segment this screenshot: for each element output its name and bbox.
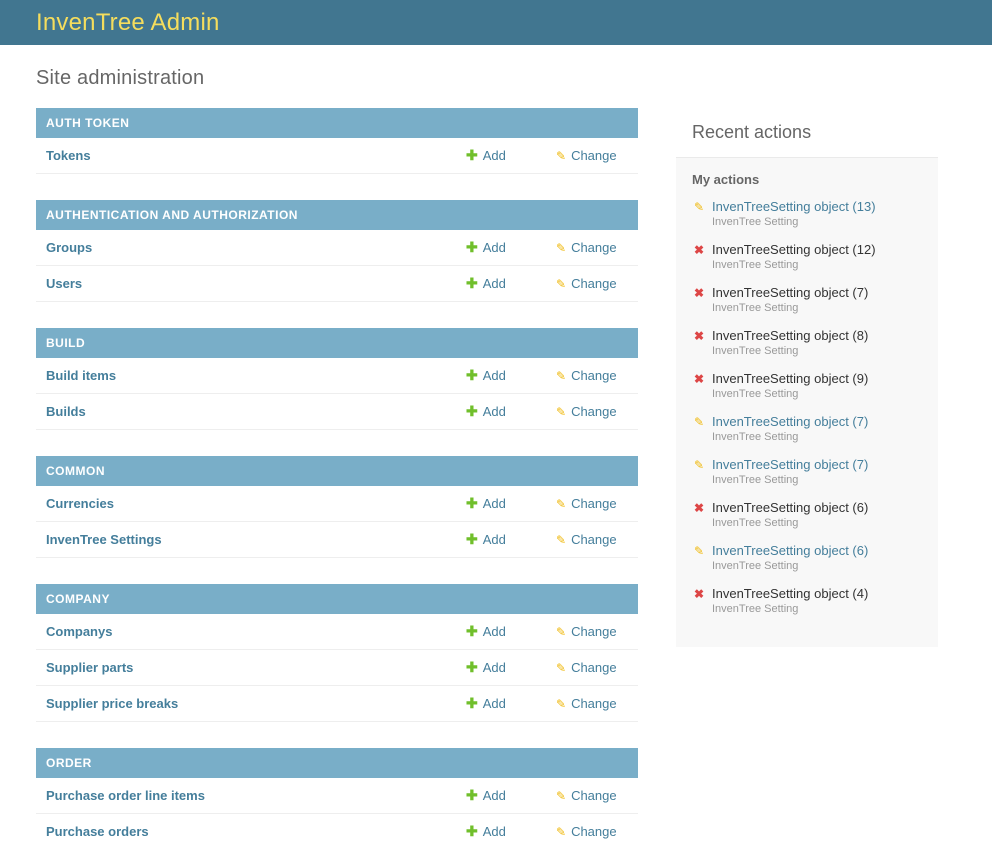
app-table	[36, 108, 638, 174]
change-label: Change	[571, 368, 617, 383]
add-label: Add	[482, 148, 506, 163]
cross-icon: ✖	[693, 286, 705, 300]
cross-icon: ✖	[693, 587, 705, 601]
app-caption[interactable]: AUTH TOKEN	[36, 108, 638, 138]
plus-icon: ✚	[466, 787, 478, 803]
app-caption[interactable]: COMMON	[36, 456, 638, 486]
add-cell	[456, 522, 546, 558]
recent-actions-sidebar	[676, 108, 938, 647]
change-cell	[546, 650, 638, 686]
recent-actions-body	[676, 158, 938, 647]
app-module	[36, 584, 638, 722]
app-caption[interactable]: AUTHENTICATION AND AUTHORIZATION	[36, 200, 638, 230]
add-cell	[456, 778, 546, 814]
change-link[interactable]	[556, 240, 617, 255]
add-cell	[456, 394, 546, 430]
action-model: InvenTree Setting	[712, 603, 799, 616]
change-label: Change	[571, 240, 617, 255]
pencil-icon: ✎	[693, 415, 705, 429]
change-link[interactable]	[556, 276, 617, 291]
app-table	[36, 200, 638, 302]
model-row	[36, 230, 638, 266]
action-model: InvenTree Setting	[712, 345, 799, 358]
plus-icon: ✚	[466, 623, 478, 639]
action-label: InvenTreeSetting object (9)	[712, 371, 869, 386]
action-label: InvenTreeSetting object (6)	[712, 500, 869, 515]
action-row	[692, 414, 922, 430]
action-item	[692, 543, 922, 574]
add-label: Add	[482, 824, 506, 839]
change-cell	[546, 814, 638, 845]
my-actions-title: My actions	[692, 172, 760, 187]
model-row	[36, 686, 638, 722]
app-module	[36, 328, 638, 430]
app-list	[36, 108, 638, 845]
pencil-icon: ✎	[556, 789, 567, 803]
pencil-icon: ✎	[556, 625, 567, 639]
add-cell	[456, 138, 546, 174]
change-label: Change	[571, 276, 617, 291]
pencil-icon: ✎	[556, 149, 567, 163]
add-link[interactable]	[466, 788, 506, 803]
change-cell	[546, 138, 638, 174]
model-name-cell	[36, 486, 456, 522]
add-cell	[456, 230, 546, 266]
recent-actions-title: Recent actions	[676, 108, 938, 158]
change-label: Change	[571, 496, 617, 511]
model-link[interactable]: Users	[46, 276, 83, 291]
change-cell	[546, 230, 638, 266]
action-model: InvenTree Setting	[712, 216, 799, 229]
recent-actions-module	[676, 108, 938, 647]
pencil-icon: ✎	[556, 825, 567, 839]
pencil-icon: ✎	[556, 533, 567, 547]
action-row	[692, 199, 922, 215]
action-model: InvenTree Setting	[712, 517, 799, 530]
model-name-cell	[36, 522, 456, 558]
action-list	[692, 199, 922, 617]
change-cell	[546, 778, 638, 814]
model-name-cell	[36, 358, 456, 394]
cross-icon: ✖	[693, 372, 705, 386]
plus-icon: ✚	[466, 823, 478, 839]
model-link[interactable]: Purchase orders	[46, 824, 149, 839]
model-link[interactable]: InvenTree Settings	[46, 532, 162, 547]
add-link[interactable]	[466, 148, 506, 163]
change-link[interactable]	[556, 148, 617, 163]
site-branding-title[interactable]: InvenTree Admin	[36, 8, 220, 36]
change-label: Change	[571, 696, 617, 711]
action-label: InvenTreeSetting object (4)	[712, 586, 869, 601]
plus-icon: ✚	[466, 695, 478, 711]
add-label: Add	[482, 496, 506, 511]
change-cell	[546, 686, 638, 722]
plus-icon: ✚	[466, 495, 478, 511]
app-caption[interactable]: COMPANY	[36, 584, 638, 614]
action-row	[692, 543, 922, 559]
add-label: Add	[482, 240, 506, 255]
plus-icon: ✚	[466, 239, 478, 255]
model-row	[36, 614, 638, 650]
action-label: InvenTreeSetting object (7)	[712, 285, 869, 300]
model-row	[36, 394, 638, 430]
add-label: Add	[482, 532, 506, 547]
change-cell	[546, 614, 638, 650]
add-link[interactable]	[466, 240, 506, 255]
action-row	[692, 371, 922, 387]
model-link[interactable]: Build items	[46, 368, 117, 383]
model-name-cell	[36, 814, 456, 845]
app-table	[36, 584, 638, 722]
page-title: Site administration	[36, 67, 205, 89]
cross-icon: ✖	[693, 329, 705, 343]
add-link[interactable]	[466, 368, 506, 383]
add-link[interactable]	[466, 404, 506, 419]
action-model: InvenTree Setting	[712, 259, 799, 272]
plus-icon: ✚	[466, 275, 478, 291]
plus-icon: ✚	[466, 659, 478, 675]
action-item	[692, 199, 922, 230]
action-row	[692, 242, 922, 258]
pencil-icon: ✎	[556, 661, 567, 675]
model-row	[36, 814, 638, 845]
app-module	[36, 200, 638, 302]
model-name-cell	[36, 650, 456, 686]
change-label: Change	[571, 404, 617, 419]
add-cell	[456, 814, 546, 845]
change-cell	[546, 522, 638, 558]
model-name-cell	[36, 614, 456, 650]
app-module	[36, 108, 638, 174]
add-cell	[456, 650, 546, 686]
change-link[interactable]	[556, 496, 617, 511]
add-link[interactable]	[466, 824, 506, 839]
action-label[interactable]: InvenTreeSetting object (7)	[712, 457, 869, 472]
add-label: Add	[482, 788, 506, 803]
add-label: Add	[482, 404, 506, 419]
add-link[interactable]	[466, 532, 506, 547]
model-link[interactable]: Purchase order line items	[46, 788, 205, 803]
model-row	[36, 358, 638, 394]
model-name-cell	[36, 230, 456, 266]
model-row	[36, 522, 638, 558]
action-item	[692, 371, 922, 402]
app-module	[36, 748, 638, 845]
add-label: Add	[482, 276, 506, 291]
app-table	[36, 328, 638, 430]
model-link[interactable]: Builds	[46, 404, 86, 419]
action-item	[692, 586, 922, 617]
app-caption[interactable]: ORDER	[36, 748, 638, 778]
action-item	[692, 328, 922, 359]
app-module	[36, 456, 638, 558]
plus-icon: ✚	[466, 403, 478, 419]
app-table	[36, 748, 638, 845]
add-cell	[456, 614, 546, 650]
action-item	[692, 285, 922, 316]
action-model: InvenTree Setting	[712, 431, 799, 444]
model-name-cell	[36, 266, 456, 302]
action-row	[692, 328, 922, 344]
change-link[interactable]	[556, 824, 617, 839]
pencil-icon: ✎	[556, 697, 567, 711]
app-caption[interactable]: BUILD	[36, 328, 638, 358]
change-label: Change	[571, 148, 617, 163]
action-item	[692, 414, 922, 445]
change-label: Change	[571, 532, 617, 547]
action-row	[692, 285, 922, 301]
add-label: Add	[482, 660, 506, 675]
pencil-icon: ✎	[693, 200, 705, 214]
change-link[interactable]	[556, 532, 617, 547]
pencil-icon: ✎	[556, 405, 567, 419]
action-model: InvenTree Setting	[712, 474, 799, 487]
action-row	[692, 500, 922, 516]
change-label: Change	[571, 624, 617, 639]
change-label: Change	[571, 824, 617, 839]
model-row	[36, 266, 638, 302]
change-link[interactable]	[556, 404, 617, 419]
plus-icon: ✚	[466, 531, 478, 547]
model-row	[36, 778, 638, 814]
add-cell	[456, 358, 546, 394]
model-link[interactable]: Supplier price breaks	[46, 696, 179, 711]
action-row	[692, 457, 922, 473]
pencil-icon: ✎	[556, 241, 567, 255]
pencil-icon: ✎	[556, 277, 567, 291]
add-label: Add	[482, 624, 506, 639]
action-item	[692, 457, 922, 488]
action-label[interactable]: InvenTreeSetting object (13)	[712, 199, 876, 214]
app-table	[36, 456, 638, 558]
add-cell	[456, 266, 546, 302]
model-link[interactable]: Groups	[46, 240, 93, 255]
plus-icon: ✚	[466, 367, 478, 383]
change-link[interactable]	[556, 696, 617, 711]
model-row	[36, 486, 638, 522]
change-label: Change	[571, 660, 617, 675]
model-row	[36, 650, 638, 686]
change-cell	[546, 394, 638, 430]
model-name-cell	[36, 138, 456, 174]
pencil-icon: ✎	[556, 497, 567, 511]
add-link[interactable]	[466, 696, 506, 711]
model-link[interactable]: Currencies	[46, 496, 114, 511]
add-cell	[456, 686, 546, 722]
action-label: InvenTreeSetting object (8)	[712, 328, 869, 343]
add-link[interactable]	[466, 276, 506, 291]
action-item	[692, 242, 922, 273]
change-link[interactable]	[556, 624, 617, 639]
action-item	[692, 500, 922, 531]
action-model: InvenTree Setting	[712, 302, 799, 315]
cross-icon: ✖	[693, 243, 705, 257]
change-cell	[546, 266, 638, 302]
pencil-icon: ✎	[693, 544, 705, 558]
add-label: Add	[482, 368, 506, 383]
action-label[interactable]: InvenTreeSetting object (7)	[712, 414, 869, 429]
pencil-icon: ✎	[556, 369, 567, 383]
add-link[interactable]	[466, 496, 506, 511]
model-row	[36, 138, 638, 174]
action-label: InvenTreeSetting object (12)	[712, 242, 876, 257]
add-cell	[456, 486, 546, 522]
change-cell	[546, 358, 638, 394]
pencil-icon: ✎	[693, 458, 705, 472]
model-name-cell	[36, 686, 456, 722]
change-link[interactable]	[556, 788, 617, 803]
plus-icon: ✚	[466, 147, 478, 163]
admin-content	[0, 108, 992, 845]
model-name-cell	[36, 394, 456, 430]
action-model: InvenTree Setting	[712, 560, 799, 573]
cross-icon: ✖	[693, 501, 705, 515]
action-label[interactable]: InvenTreeSetting object (6)	[712, 543, 869, 558]
model-link[interactable]: Companys	[46, 624, 113, 639]
change-link[interactable]	[556, 368, 617, 383]
action-model: InvenTree Setting	[712, 388, 799, 401]
change-label: Change	[571, 788, 617, 803]
model-link[interactable]: Tokens	[46, 148, 91, 163]
add-link[interactable]	[466, 624, 506, 639]
change-cell	[546, 486, 638, 522]
change-link[interactable]	[556, 660, 617, 675]
add-label: Add	[482, 696, 506, 711]
model-name-cell	[36, 778, 456, 814]
site-header	[0, 0, 992, 45]
model-link[interactable]: Supplier parts	[46, 660, 134, 675]
action-row	[692, 586, 922, 602]
add-link[interactable]	[466, 660, 506, 675]
